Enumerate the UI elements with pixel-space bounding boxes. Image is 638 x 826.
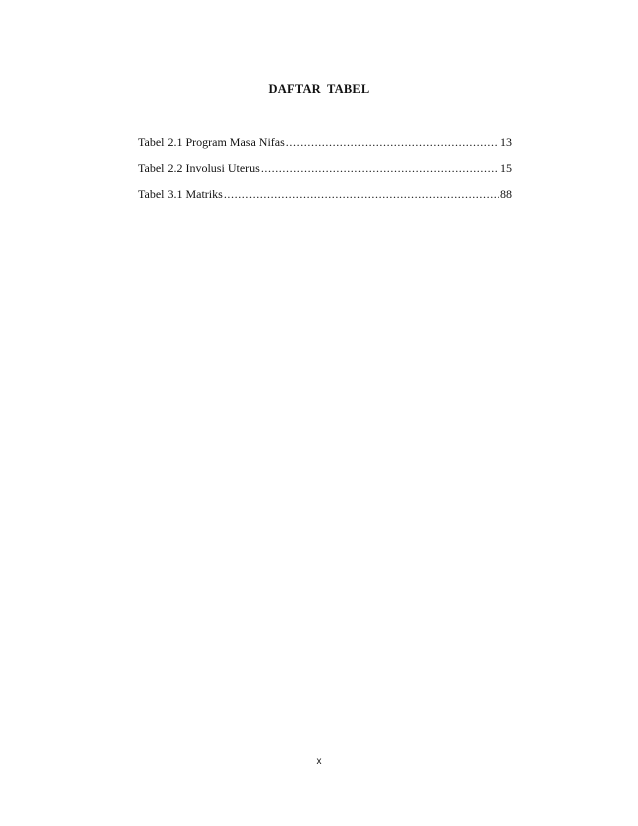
- entry-page-number: 15: [500, 161, 512, 175]
- list-item: [138, 159, 512, 185]
- table-list: [138, 133, 512, 211]
- entry-label: Tabel 2.2 Involusi Uterus: [138, 161, 260, 175]
- page-title: DAFTAR TABEL: [268, 82, 370, 96]
- entry-label: Tabel 3.1 Matriks: [138, 187, 223, 201]
- dot-leader: [286, 133, 499, 151]
- entry-label: Tabel 2.1 Program Masa Nifas: [138, 135, 285, 149]
- list-item: [138, 185, 512, 211]
- entry-page-number: 13: [500, 135, 512, 149]
- dot-leader: [224, 185, 499, 203]
- dot-leader: [261, 159, 499, 177]
- entry-page-number: 88: [500, 187, 512, 201]
- list-item: [138, 133, 512, 159]
- page-number: x: [316, 756, 322, 767]
